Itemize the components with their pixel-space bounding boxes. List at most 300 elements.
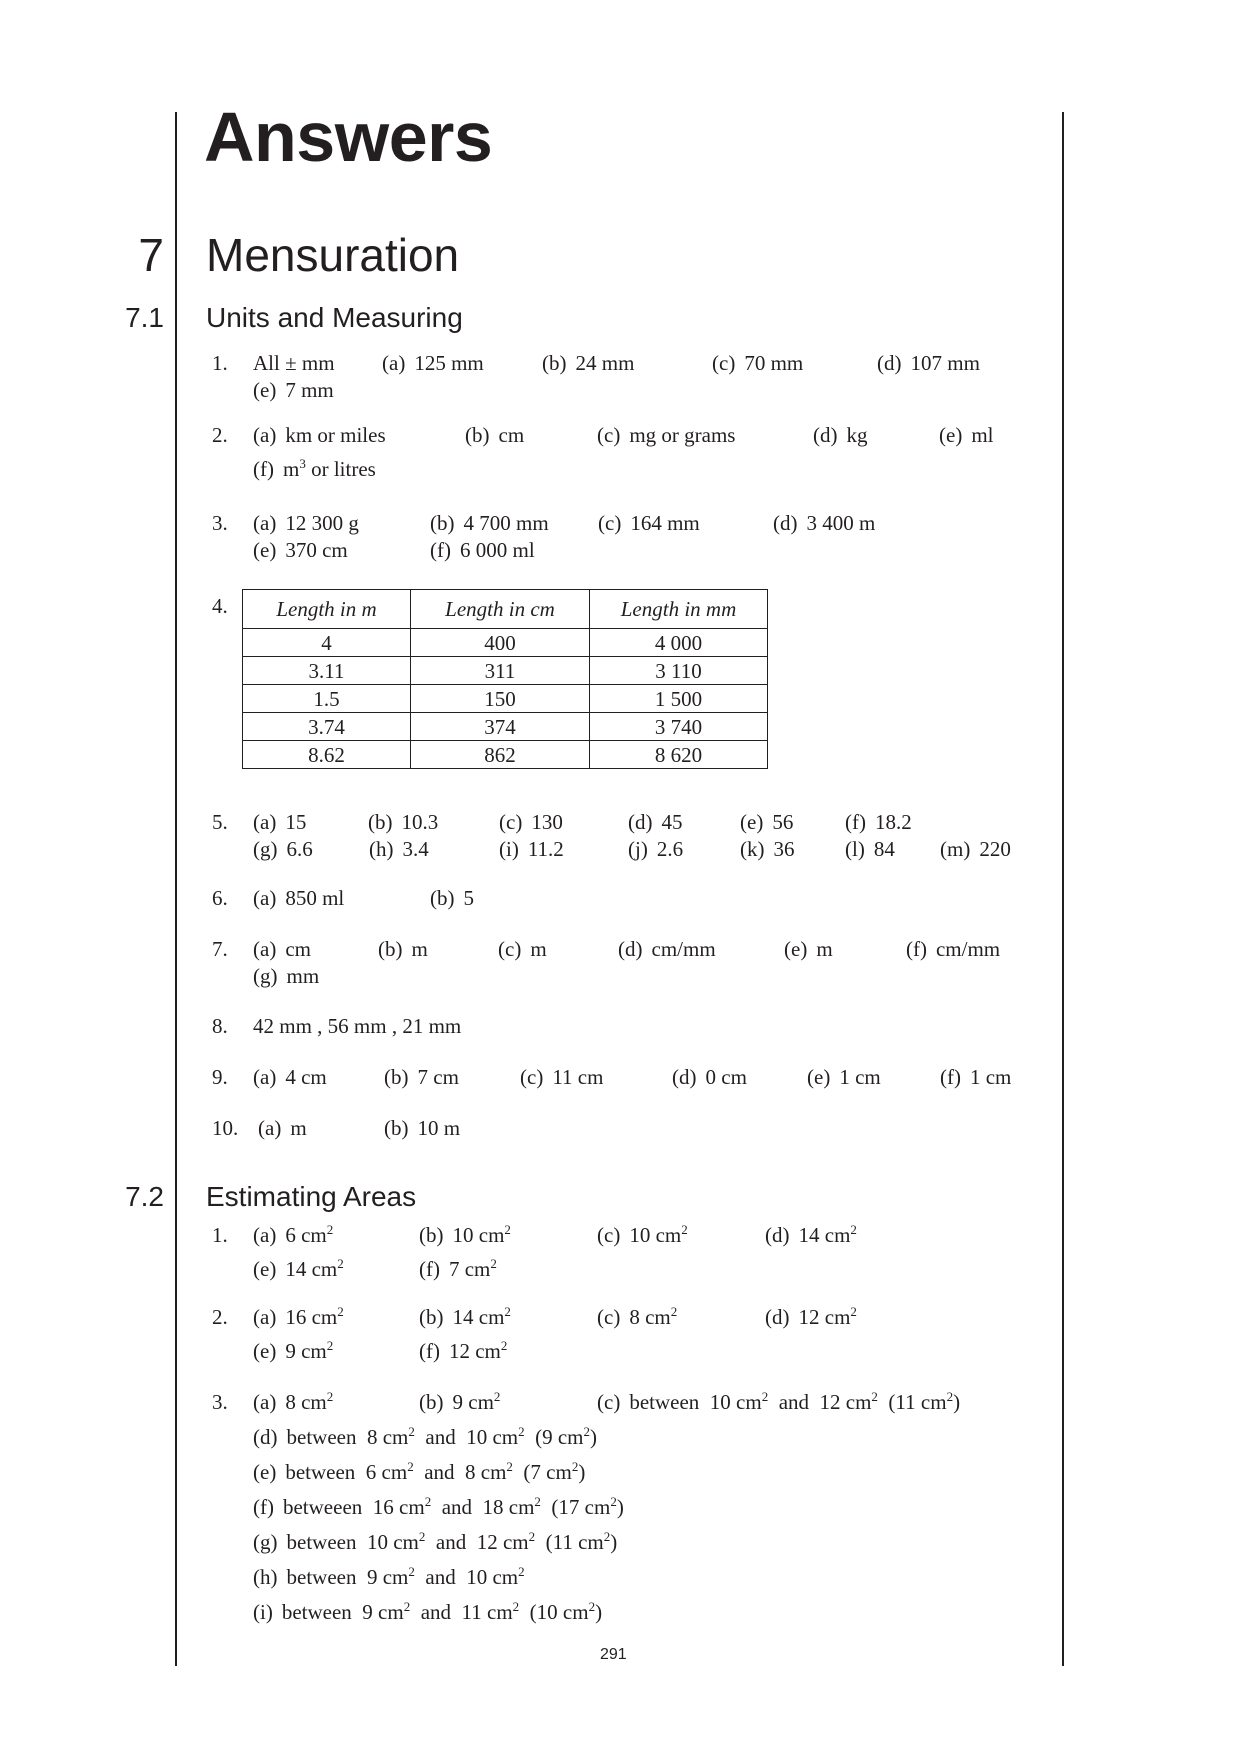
table-row	[243, 741, 768, 769]
answer-part	[845, 835, 895, 863]
unit: cm	[475, 1339, 501, 1363]
unit: cm	[584, 1495, 611, 1519]
question-number: 1.	[212, 351, 228, 375]
range-word: between	[629, 1390, 700, 1414]
answer-part	[253, 935, 311, 963]
part-answer-suffix: or litres	[305, 457, 376, 481]
area-value: 8	[629, 1305, 640, 1329]
answer-part	[419, 1337, 507, 1365]
part-answer: 125 mm	[414, 351, 484, 375]
part-answer: 6 000 ml	[459, 538, 535, 562]
part-answer: m	[411, 937, 428, 961]
part-answer: 220	[979, 837, 1011, 861]
part-label: (g)	[253, 1530, 278, 1554]
part-label: (a)	[382, 351, 406, 375]
part-label: (b)	[368, 810, 393, 834]
range-and: and	[425, 1565, 456, 1589]
unit-power: 2	[504, 1304, 511, 1319]
range-and: and	[420, 1600, 452, 1624]
table-cell: 1 500	[590, 685, 768, 713]
part-label: (e)	[939, 423, 963, 447]
answer-part	[940, 835, 1011, 863]
part-label: (g)	[253, 964, 278, 988]
part-answer: 10 m	[417, 1116, 461, 1140]
part-label: (c)	[712, 351, 736, 375]
part-label: (c)	[598, 511, 622, 535]
unit: cm	[645, 1305, 671, 1329]
question-number: 9.	[212, 1065, 228, 1089]
table-cell: 374	[411, 713, 590, 741]
answer-part	[253, 1303, 344, 1331]
right-margin-rule	[1062, 112, 1064, 1666]
answer-part	[384, 1063, 459, 1091]
column-header: Length in mm	[590, 590, 768, 629]
answer-part	[906, 935, 1000, 963]
unit-power: 2	[326, 1338, 334, 1353]
answer-part	[520, 1063, 603, 1091]
column-header: Length in cm	[411, 590, 590, 629]
answer-part: (c) between 10 $cm^2$ and 12 $cm^2$ (11 $cm^2$)	[597, 1389, 961, 1414]
question-number: 2.	[212, 1305, 228, 1329]
table-row	[243, 713, 768, 741]
part-label: (e)	[807, 1065, 831, 1089]
unit: cm	[487, 1600, 513, 1624]
table-cell: 400	[411, 629, 590, 657]
answer-part	[712, 349, 803, 377]
question-number: 2.	[212, 423, 228, 447]
answer-part	[618, 935, 716, 963]
area-value: 8	[285, 1390, 296, 1414]
part-answer: 18.2	[874, 810, 912, 834]
part-label: (e)	[253, 538, 277, 562]
area-value: 14	[452, 1305, 474, 1329]
table-cell: 8 620	[590, 741, 768, 769]
unit-power: 2	[871, 1389, 878, 1404]
answer-part	[419, 1221, 511, 1249]
question-number: 1.	[212, 1223, 228, 1247]
part-label: (h)	[369, 837, 394, 861]
answer-part	[939, 421, 993, 449]
area-value: 10	[709, 1390, 731, 1414]
part-label: (a)	[253, 886, 277, 910]
unit-power: 2	[518, 1564, 525, 1579]
part-label: (a)	[258, 1116, 282, 1140]
range-and: and	[778, 1390, 810, 1414]
unit-power: 2	[407, 1459, 414, 1474]
answer-part	[253, 962, 319, 990]
part-label: (f)	[419, 1257, 440, 1281]
area-value: 7	[530, 1460, 541, 1484]
area-value: 7	[448, 1257, 460, 1281]
section-title: Units and Measuring	[206, 302, 463, 333]
part-label: (i)	[499, 837, 519, 861]
answer-part	[419, 1255, 497, 1283]
unit: cm	[655, 1223, 682, 1247]
unit: cm	[845, 1390, 872, 1414]
range-and: and	[441, 1495, 473, 1519]
answer-part	[253, 1388, 333, 1416]
unit-power: 2	[583, 1424, 591, 1439]
answer-part	[807, 1063, 881, 1091]
unit: cm	[399, 1495, 425, 1519]
part-label: (a)	[253, 511, 277, 535]
part-label: (a)	[253, 1065, 277, 1089]
part-answer: km or miles	[285, 423, 386, 447]
area-value: 14	[285, 1257, 307, 1281]
unit-power: 2	[500, 1338, 508, 1353]
unit-power: 2	[588, 1599, 596, 1614]
answer-part	[773, 509, 875, 537]
unit-power: 2	[603, 1529, 611, 1544]
answer-part	[253, 509, 359, 537]
range-word: between	[286, 1425, 357, 1449]
part-answer: 11 cm	[552, 1065, 604, 1089]
unit: cm	[464, 1257, 491, 1281]
part-answer: 84	[873, 837, 895, 861]
range-and: and	[425, 1425, 456, 1449]
part-label: (e)	[253, 378, 277, 402]
part-label: (a)	[253, 810, 277, 834]
part-label: (b)	[419, 1390, 444, 1414]
question-number: 4.	[212, 594, 228, 618]
unit-power: 2	[534, 1494, 541, 1509]
chapter-title: Mensuration	[206, 229, 460, 281]
part-answer: 370 cm	[285, 538, 348, 562]
part-label: (b)	[430, 511, 455, 535]
left-margin-rule	[175, 112, 177, 1666]
area-value: 11	[461, 1600, 482, 1624]
answer-part	[784, 935, 833, 963]
section-number: 7.2	[125, 1181, 164, 1212]
answer-part	[542, 349, 634, 377]
part-answer: 24 mm	[575, 351, 635, 375]
part-answer: 70 mm	[744, 351, 804, 375]
answer-part: (d) between 8 $cm^2$ and 10 $cm^2$ (9 $cm^2$)	[253, 1424, 598, 1449]
answer-part	[877, 349, 980, 377]
answer-part	[258, 1114, 307, 1142]
area-value: 9	[452, 1390, 463, 1414]
area-value: 10	[466, 1425, 488, 1449]
part-answer: 107 mm	[910, 351, 980, 375]
unit-power: 2	[850, 1304, 857, 1319]
answer-part	[740, 808, 793, 836]
table-row	[243, 685, 768, 713]
area-value: 10	[629, 1223, 651, 1247]
answer-part	[498, 935, 547, 963]
part-label: (d)	[765, 1223, 790, 1247]
part-answer: 12 300 g	[285, 511, 359, 535]
part-answer: 15	[285, 810, 307, 834]
answer-part	[419, 1388, 500, 1416]
range-word: between	[286, 1530, 357, 1554]
page-number: 291	[600, 1646, 627, 1663]
part-label: (f)	[845, 810, 866, 834]
area-value: 10	[536, 1600, 558, 1624]
answer-part	[940, 1063, 1011, 1091]
area-value: 16	[285, 1305, 307, 1329]
part-label: (b)	[378, 937, 403, 961]
part-answer: m	[530, 937, 547, 961]
part-label: (l)	[845, 837, 865, 861]
unit: cm	[578, 1530, 604, 1554]
part-answer: 36	[773, 837, 795, 861]
area-value: 17	[558, 1495, 580, 1519]
part-label: (d)	[765, 1305, 790, 1329]
unit: cm	[546, 1460, 572, 1484]
part-answer: 0 cm	[705, 1065, 747, 1089]
area-value: 12	[448, 1339, 470, 1363]
part-answer: cm/mm	[651, 937, 716, 961]
answer-part	[499, 808, 563, 836]
part-label: (f)	[940, 1065, 961, 1089]
unit: cm	[382, 1565, 409, 1589]
table-cell: 3.74	[243, 713, 411, 741]
part-answer: ml	[971, 423, 994, 447]
answer-part	[253, 455, 376, 483]
range-word: between	[281, 1600, 352, 1624]
table-header-row	[243, 590, 768, 629]
part-label: (b)	[542, 351, 567, 375]
area-value: 10	[452, 1223, 474, 1247]
part-answer: cm	[285, 937, 311, 961]
area-value: 16	[372, 1495, 394, 1519]
part-answer: kg	[846, 423, 868, 447]
unit: cm	[478, 1305, 505, 1329]
part-answer: m	[282, 457, 300, 481]
table-cell: 8.62	[243, 741, 411, 769]
unit: cm	[301, 1223, 327, 1247]
part-answer: 11.2	[527, 837, 564, 861]
unit-power: 2	[408, 1564, 415, 1579]
part-label: (c)	[597, 1223, 621, 1247]
answer-part	[253, 536, 348, 564]
area-value: 6	[365, 1460, 377, 1484]
part-label: (b)	[384, 1065, 409, 1089]
area-value: 18	[482, 1495, 504, 1519]
table-row	[243, 629, 768, 657]
part-answer: m	[816, 937, 833, 961]
part-label: (b)	[465, 423, 490, 447]
part-label: (e)	[253, 1460, 277, 1484]
range-word: betweeen	[282, 1495, 363, 1519]
part-label: (c)	[597, 423, 621, 447]
unit: cm	[824, 1223, 851, 1247]
part-label: (c)	[597, 1305, 621, 1329]
part-label: (c)	[499, 810, 523, 834]
answer-part	[253, 1063, 327, 1091]
unit-power: 2	[418, 1529, 426, 1544]
part-label: (b)	[419, 1223, 444, 1247]
unit-power: 2	[493, 1389, 501, 1404]
range-word: between	[285, 1460, 356, 1484]
unit: cm	[393, 1530, 419, 1554]
unit-power: 2	[337, 1256, 344, 1271]
unit: cm	[301, 1390, 327, 1414]
answer-part	[382, 349, 484, 377]
unit-power: 2	[670, 1304, 678, 1319]
answer-part	[672, 1063, 747, 1091]
part-answer: 4 700 mm	[463, 511, 549, 535]
unit-power: 2	[326, 1222, 334, 1237]
part-label: (f)	[253, 1495, 274, 1519]
part-label: (h)	[253, 1565, 278, 1589]
part-label: (c)	[498, 937, 522, 961]
part-label: (a)	[253, 1223, 277, 1247]
unit-power: 2	[681, 1222, 688, 1237]
part-label: (e)	[740, 810, 764, 834]
unit: cm	[381, 1460, 408, 1484]
area-value: 10	[466, 1565, 488, 1589]
area-value: 11	[552, 1530, 573, 1554]
unit: cm	[492, 1565, 519, 1589]
answer-part	[499, 835, 564, 863]
unit-power: 2	[512, 1599, 520, 1614]
unit-power: 2	[506, 1459, 513, 1474]
unit-power: 2	[326, 1389, 334, 1404]
area-value: 10	[366, 1530, 388, 1554]
unit: cm	[378, 1600, 404, 1624]
part-answer: cm	[498, 423, 525, 447]
part-answer: 7 mm	[285, 378, 334, 402]
part-label: (b)	[419, 1305, 444, 1329]
answer-part	[598, 509, 700, 537]
table-cell: 3 740	[590, 713, 768, 741]
part-answer: 10.3	[401, 810, 439, 834]
section-title: Estimating Areas	[206, 1181, 417, 1212]
part-label: (f)	[906, 937, 927, 961]
table-row	[243, 657, 768, 685]
part-label: (f)	[430, 538, 451, 562]
part-answer: 164 mm	[630, 511, 700, 535]
range-and: and	[435, 1530, 467, 1554]
table-cell: 1.5	[243, 685, 411, 713]
unit-power: 2	[408, 1424, 415, 1439]
unit-power: 2	[528, 1529, 536, 1544]
area-value: 12	[798, 1305, 820, 1329]
area-value: 9	[366, 1565, 378, 1589]
answer-part	[253, 421, 386, 449]
unit: cm	[736, 1390, 762, 1414]
answer-part	[253, 1563, 525, 1591]
area-value: 12	[819, 1390, 841, 1414]
table-cell: 3.11	[243, 657, 411, 685]
part-answer: 3 400 m	[806, 511, 876, 535]
unit: cm	[311, 1257, 338, 1281]
answer-part	[597, 421, 735, 449]
table-cell: 4	[243, 629, 411, 657]
part-label: (k)	[740, 837, 765, 861]
part-answer: 850 ml	[285, 886, 345, 910]
part-label: (d)	[253, 1425, 278, 1449]
part-label: (e)	[784, 937, 808, 961]
column-header: Length in m	[243, 590, 411, 629]
answer-part	[369, 835, 429, 863]
answer-part	[253, 1221, 333, 1249]
section-number: 7.1	[125, 302, 164, 333]
part-answer: 3.4	[402, 837, 429, 861]
table-cell: 4 000	[590, 629, 768, 657]
part-label: (d)	[628, 810, 653, 834]
part-answer: 5	[463, 886, 474, 910]
answer-part	[378, 935, 428, 963]
range-word: between	[286, 1565, 357, 1589]
unit-power: 2	[403, 1599, 411, 1614]
unit: cm	[502, 1530, 529, 1554]
unit-power: 2	[850, 1222, 857, 1237]
part-label: (m)	[940, 837, 971, 861]
part-answer: 56	[772, 810, 794, 834]
part-answer: 1 cm	[969, 1065, 1012, 1089]
area-value: 11	[895, 1390, 916, 1414]
question-number: 5.	[212, 810, 228, 834]
part-answer: mg or grams	[629, 423, 736, 447]
chapter-number: 7	[138, 229, 164, 281]
unit: cm	[480, 1460, 507, 1484]
range-and: and	[424, 1460, 455, 1484]
unit-power: 2	[946, 1389, 954, 1404]
part-answer: 130	[531, 810, 563, 834]
part-answer: 6.6	[286, 837, 313, 861]
part-answer: cm/mm	[935, 937, 1001, 961]
answer-part	[628, 835, 683, 863]
unit: cm	[824, 1305, 851, 1329]
answer-part	[765, 1221, 857, 1249]
page-title: Answers	[204, 98, 493, 176]
unit: cm	[508, 1495, 535, 1519]
table-cell: 150	[411, 685, 590, 713]
answer-part: (i) between 9 $cm^2$ and 11 $cm^2$ (10 $cm^2$)	[253, 1599, 603, 1624]
question-number: 3.	[212, 511, 228, 535]
unit: cm	[492, 1425, 519, 1449]
unit: cm	[311, 1305, 338, 1329]
part-label: (e)	[253, 1339, 277, 1363]
answer-part	[430, 536, 535, 564]
area-value: 8	[465, 1460, 476, 1484]
part-label: (d)	[618, 937, 643, 961]
answer-part	[253, 376, 334, 404]
area-value: 12	[476, 1530, 498, 1554]
question-number: 8.	[212, 1014, 228, 1038]
part-label: (d)	[773, 511, 798, 535]
part-label: (j)	[628, 837, 648, 861]
unit-power: 2	[337, 1304, 344, 1319]
part-label: (i)	[253, 1600, 273, 1624]
answer-part	[384, 1114, 460, 1142]
answer-part	[597, 1303, 677, 1331]
answer-part	[368, 808, 438, 836]
part-label: (a)	[253, 1305, 277, 1329]
question-number: 10.	[212, 1116, 239, 1140]
part-label: (e)	[253, 1257, 277, 1281]
answer-part	[813, 421, 868, 449]
unit: cm	[301, 1339, 327, 1363]
answer-part	[740, 835, 795, 863]
answer-part: (e) between 6 $cm^2$ and 8 $cm^2$ (7 $cm^2$)	[253, 1459, 586, 1484]
answer-part	[419, 1303, 511, 1331]
unit-power: 2	[518, 1424, 525, 1439]
part-label: (d)	[813, 423, 838, 447]
answer-part	[765, 1303, 857, 1331]
unit: cm	[920, 1390, 947, 1414]
answer-part	[430, 884, 474, 912]
answer-part: (g) between 10 $cm^2$ and 12 $cm^2$ (11 $cm^2$)	[253, 1529, 618, 1554]
unit-power: 3	[299, 456, 306, 471]
area-value: 9	[542, 1425, 553, 1449]
table-cell: 311	[411, 657, 590, 685]
unit-power: 2	[761, 1389, 769, 1404]
part-answer: 7 cm	[417, 1065, 459, 1089]
part-answer: 45	[661, 810, 683, 834]
